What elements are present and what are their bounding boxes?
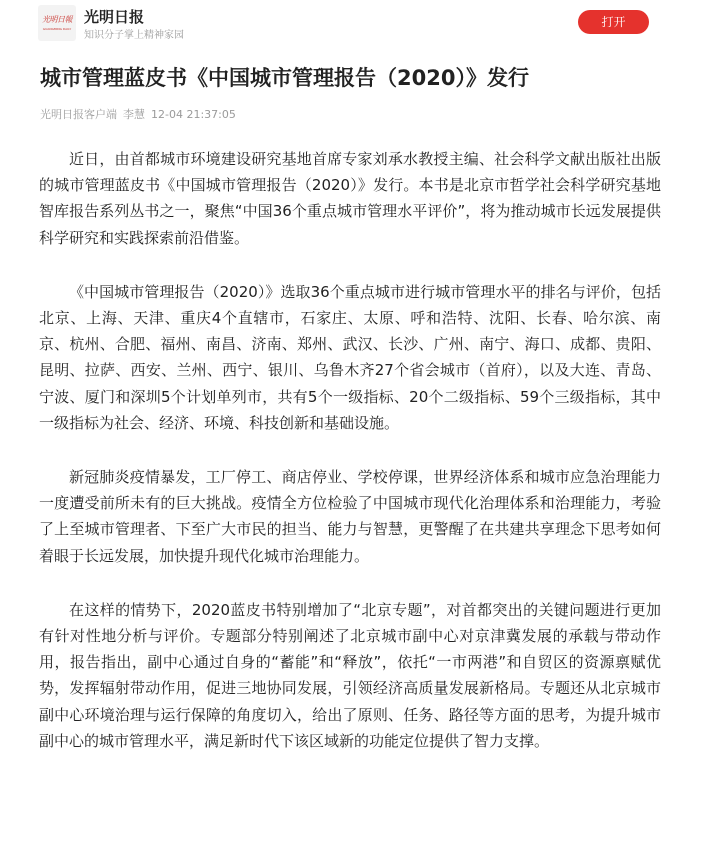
article-author: 李慧 [123, 108, 145, 121]
logo-script-text: 光明日報 [42, 15, 72, 24]
open-app-button[interactable]: 打开 [578, 10, 649, 34]
app-logo [38, 5, 76, 41]
article-paragraph: 新冠肺炎疫情暴发，工厂停工、商店停业、学校停课，世界经济体系和城市应急治理能力一度遭受前所未有的巨大挑战。疫情全方位检验了中国城市现代化治理体系和治理能力，考验了上至城市管理者、下至广大市民的担当、能力与智慧，更警醒了在共建共享理念下思考如何着眼于长远发展，加快提升现代化城市治理能力。 [39, 468, 661, 565]
article-meta [40, 106, 242, 122]
article-source: 光明日报客户端 [40, 108, 117, 121]
app-download-bar [0, 0, 709, 44]
app-name: 光明日报 [84, 8, 145, 26]
logo-subtext: GUANGMING DAILY [42, 27, 72, 31]
article-timestamp: 12-04 21:37:05 [151, 108, 236, 121]
app-slogan: 知识分子掌上精神家园 [84, 30, 184, 41]
article-paragraph: 近日，由首都城市环境建设研究基地首席专家刘承水教授主编、社会科学文献出版社出版的城市管理蓝皮书《中国城市管理报告（2020）》发行。本书是北京市哲学社会科学研究基地智库报告系列丛书之一，聚焦“中国36个重点城市管理水平评价”，将为推动城市长远发展提供科学研究和实践探索前沿借鉴。 [39, 150, 661, 247]
article-body [39, 146, 661, 782]
article-title: 城市管理蓝皮书《中国城市管理报告（2020）》发行 [40, 66, 529, 90]
article-paragraph: 《中国城市管理报告（2020）》选取36个重点城市进行城市管理水平的排名与评价，包括北京、上海、天津、重庆4个直辖市，石家庄、太原、呼和浩特、沈阳、长春、哈尔滨、南京、杭州、合肥、福州、南昌、济南、郑州、武汉、长沙、广州、南宁、海口、成都、贵阳、昆明、拉萨、西安、兰州、西宁、银川、乌鲁木齐27个省会城市（首府），以及大连、青岛、宁波、厦门和深圳5个计划单列市，共有5个一级指标、20个二级指标、59个三级指标，其中一级指标为社会、经济、环境、科技创新和基础设施。 [39, 282, 661, 432]
article-paragraph: 在这样的情势下，2020蓝皮书特别增加了“北京专题”，对首都突出的关键问题进行更加有针对性地分析与评价。专题部分特别阐述了北京城市副中心对京津冀发展的承载与带动作用，报告指出，副中心通过自身的“蓄能”和“释放”，依托“一市两港”和自贸区的资源禀赋优势，发挥辐射带动作用，促进三地协同发展，引领经济高质量发展新格局。专题还从北京城市副中心环境治理与运行保障的角度切入，给出了原则、任务、路径等方面的思考，为提升城市副中心的城市管理水平，满足新时代下该区域新的功能定位提供了智力支撑。 [39, 600, 661, 750]
